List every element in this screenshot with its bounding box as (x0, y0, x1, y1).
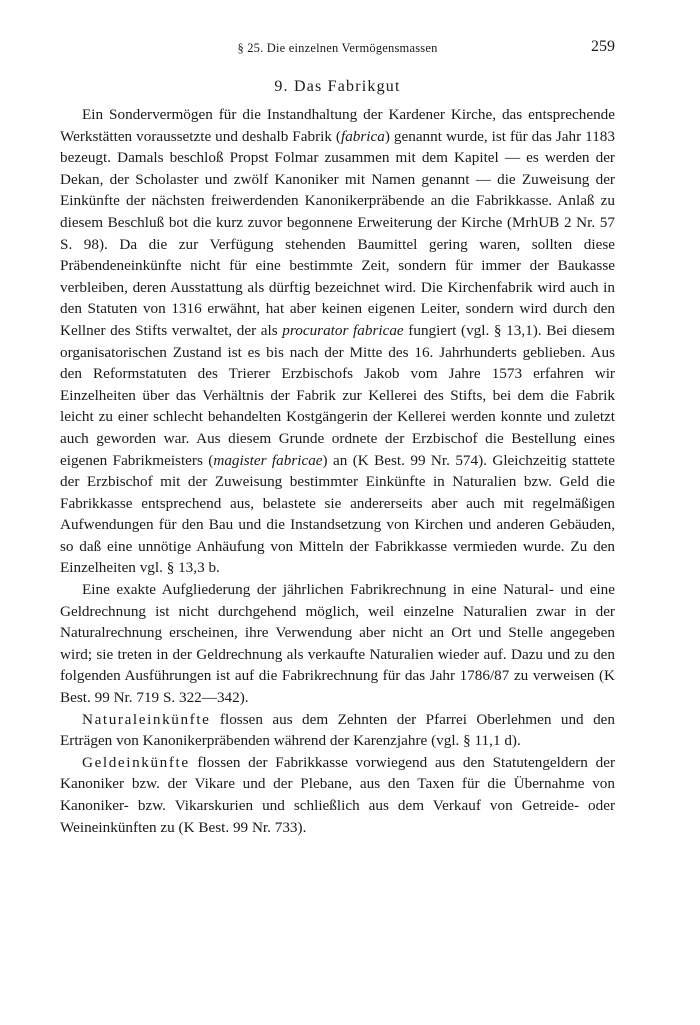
latin-term-procurator-fabricae: procurator fabricae (282, 321, 404, 339)
running-head (60, 38, 615, 58)
latin-term-magister-fabricae: magister fabricae (213, 451, 323, 469)
spaced-lead-term: Geldeinkünfte (82, 753, 190, 771)
latin-term-fabrica: fabrica (340, 127, 385, 145)
paragraph-1 (60, 104, 615, 579)
text-run: ) an (K Best. 99 Nr. 574). Gleichzeitig stattete der Erzbischof mit der Zuweisung bestimmter Einkünfte in Naturalien bzw. Geld die Fabrikkasse entsprechend aus, belastete sie andererseits aber auch mit regelmäßigen Aufwendungen für den Bau und die Instandsetzung von Kirchen und anderen Gebäuden, so daß eine unnötige Anhäufung von Mitteln der Fabrikkasse vermieden wurde. Zu den Einzelheiten vgl. § 13,3 b. (60, 451, 615, 577)
text-run: Ein Sondervermögen für die Instandhaltung der Kardener Kirche, das entsprechende Werkstätten voraussetzte und deshalb Fabrik ( (60, 106, 615, 145)
spaced-lead-term: Naturaleinkünfte (82, 710, 211, 728)
paragraph-2: Eine exakte Aufgliederung der jährlichen Fabrikrechnung in eine Natural- und eine Geldrechnung ist nicht durchgehend möglich, weil einzelne Naturalien zwar in der Naturalrechnung erscheinen, ihre Verwendung aber nicht an Ort und Stelle angegeben wird; sie treten in der Geldrechnung als verkaufte Naturalien wieder auf. Dazu und zu den folgenden Ausführungen ist auf die Fabrikrechnung für das Jahr 1786/87 zu verweisen (K Best. 99 Nr. 719 S. 322—342). (60, 581, 615, 707)
text-run: flossen aus dem Zehnten der Pfarrei Oberlehmen und den Erträgen von Kanonikerpräbenden während der Karenzjahre (vgl. § 11,1 d). (60, 710, 615, 750)
text-run: flossen der Fabrikkasse vorwiegend aus den Statutengeldern der Kanoniker bzw. der Vikare und der Plebane, aus den Taxen für die Übernahme von Kanoniker- bzw. Vikarskurien und schließlich aus dem Verkauf von Getreide- oder Weineinkünften zu (K Best. 99 Nr. 733). (60, 753, 615, 836)
running-title: § 25. Die einzelnen Vermögensmassen (237, 41, 438, 55)
text-run: fungiert (vgl. § 13,1). Bei diesem organisatorischen Zustand ist es bis nach der Mitte des 16. Jahrhunderts geblieben. Aus den Reformstatuten des Trierer Erzbischofs Jakob vom Jahre 1573 erfahren wir Einzelheiten über das Verhältnis der Fabrik zur Kellerei des Stifts, bei dem die Fabrik leicht zu einer schlecht behandelten Kostgängerin der Kellerei werden konnte und zuletzt auch geworden war. Aus diesem Grunde ordnete der Erzbischof die Bestellung eines eigenen Fabrikmeisters ( (60, 321, 615, 469)
text-run: ) genannt wurde, ist für das Jahr 1183 bezeugt. Damals beschloß Propst Folmar zusammen mit dem Kapitel — es werden der Dekan, der Scholaster und zwölf Kanoniker mit Namen genannt — die Zuweisung der Einkünfte der nächsten freiwerdenden Kanonikerpräbende an die Fabrikkasse. Anlaß zu diesem Beschluß bot die kurz zuvor begonnene Erweiterung der Kirche (MrhUB 2 Nr. 57 S. 98). Da die zur Verfügung stehenden Baumittel gering waren, sollten diese Präbendeneinkünfte nicht für eine bestimmte Zeit, sondern für immer der Baukasse verbleiben, deren Ausstattung als dürftig bezeichnet wird. Die Kirchenfabrik wird auch in den Statuten von 1316 erwähnt, hat aber keinen eigenen Leiter, sondern wird durch den Kellner des Stifts verwaltet, der als (60, 127, 615, 339)
page-number: 259 (591, 38, 615, 55)
body-text (60, 104, 615, 838)
section-heading: 9. Das Fabrikgut (274, 78, 401, 95)
paragraph-3 (60, 709, 615, 752)
paragraph-4 (60, 752, 615, 838)
